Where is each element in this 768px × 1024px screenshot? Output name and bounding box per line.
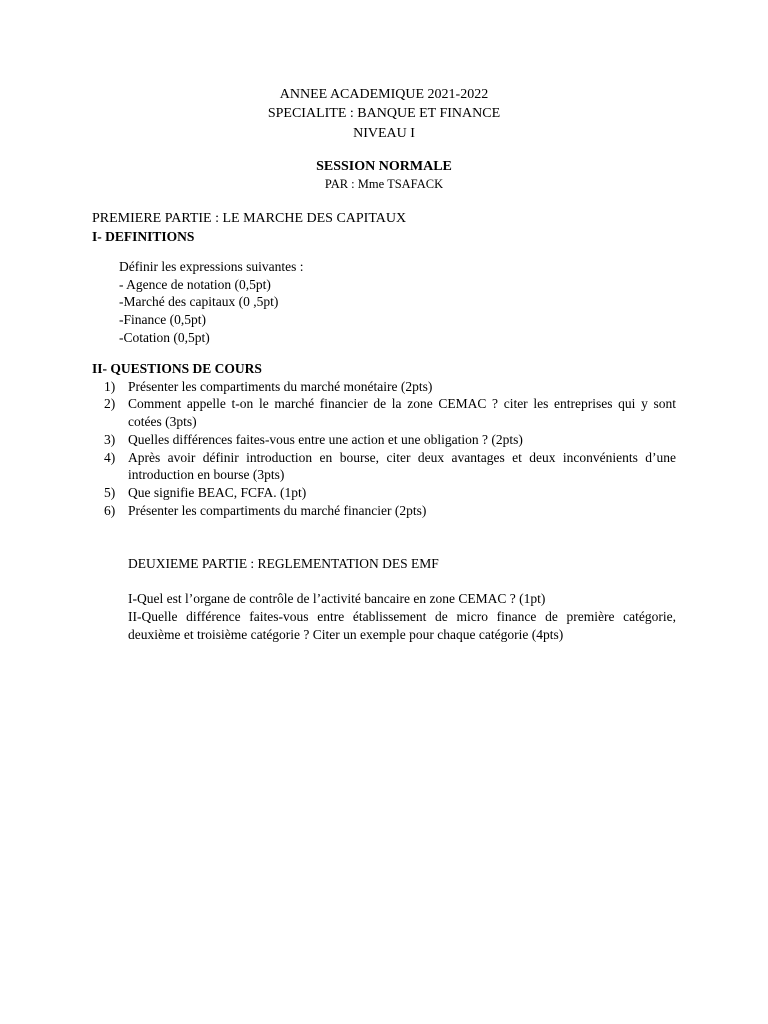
- part1-heading: [92, 210, 676, 245]
- section2-title: II- QUESTIONS DE COURS: [92, 361, 262, 376]
- question-text: Présenter les compartiments du marché monétaire (2pts): [128, 378, 433, 394]
- question-number: 6): [104, 502, 116, 518]
- question-number: 5): [104, 484, 116, 500]
- course-questions: [92, 360, 676, 519]
- question-number: 4): [104, 449, 116, 465]
- document-header: [0, 85, 768, 143]
- question-text: Présenter les compartiments du marché financier (2pts): [128, 502, 427, 518]
- academic-year: ANNEE ACADEMIQUE 2021-2022: [279, 87, 489, 102]
- question-list: [92, 378, 676, 520]
- specialty: SPECIALITE : BANQUE ET FINANCE: [267, 106, 501, 122]
- question-number: 1): [104, 378, 116, 394]
- question-number: 2): [104, 396, 116, 412]
- definitions-intro: Définir les expressions suivantes :: [119, 259, 304, 274]
- question-item: [92, 395, 676, 430]
- part2-block: [128, 555, 676, 644]
- definitions-block: [119, 258, 676, 347]
- session-author: PAR : Mme TSAFACK: [324, 177, 444, 191]
- question-item: [92, 502, 676, 520]
- session-title: SESSION NORMALE: [316, 159, 452, 174]
- question-item: [92, 431, 676, 449]
- question-text: Après avoir définir introduction en bourse, citer deux avantages et deux inconvénients d’une introduction en bourse (3pts): [128, 449, 676, 483]
- session-block: [0, 157, 768, 193]
- question-item: [92, 378, 676, 396]
- part2-question-2: II-Quelle différence faites-vous entre établissement de micro finance de première catégorie, deuxième et troisième catégorie ? Citer un exemple pour chaque catégorie (4pts): [128, 609, 676, 642]
- question-item: [92, 484, 676, 502]
- part1-title: PREMIERE PARTIE : LE MARCHE DES CAPITAUX: [92, 211, 407, 226]
- question-number: 3): [104, 431, 116, 447]
- question-text: Quelles différences faites-vous entre une action et une obligation ? (2pts): [128, 431, 523, 447]
- question-text: Comment appelle t-on le marché financier de la zone CEMAC ? citer les entreprises qui y sont cotées (3pts): [128, 396, 676, 430]
- part2-title: DEUXIEME PARTIE : REGLEMENTATION DES EMF: [128, 556, 439, 571]
- definition-item: -Finance (0,5pt): [119, 312, 206, 328]
- question-item: [92, 449, 676, 484]
- definition-item: -Marché des capitaux (0 ,5pt): [119, 294, 279, 310]
- definition-item: - Agence de notation (0,5pt): [119, 276, 271, 292]
- question-text: Que signifie BEAC, FCFA. (1pt): [128, 484, 307, 500]
- definition-item: -Cotation (0,5pt): [119, 329, 210, 345]
- part2-question-1: I-Quel est l’organe de contrôle de l’activité bancaire en zone CEMAC ? (1pt): [128, 591, 546, 607]
- level: NIVEAU I: [353, 125, 415, 141]
- section1-title: I- DEFINITIONS: [92, 228, 195, 244]
- spacer: [128, 573, 676, 591]
